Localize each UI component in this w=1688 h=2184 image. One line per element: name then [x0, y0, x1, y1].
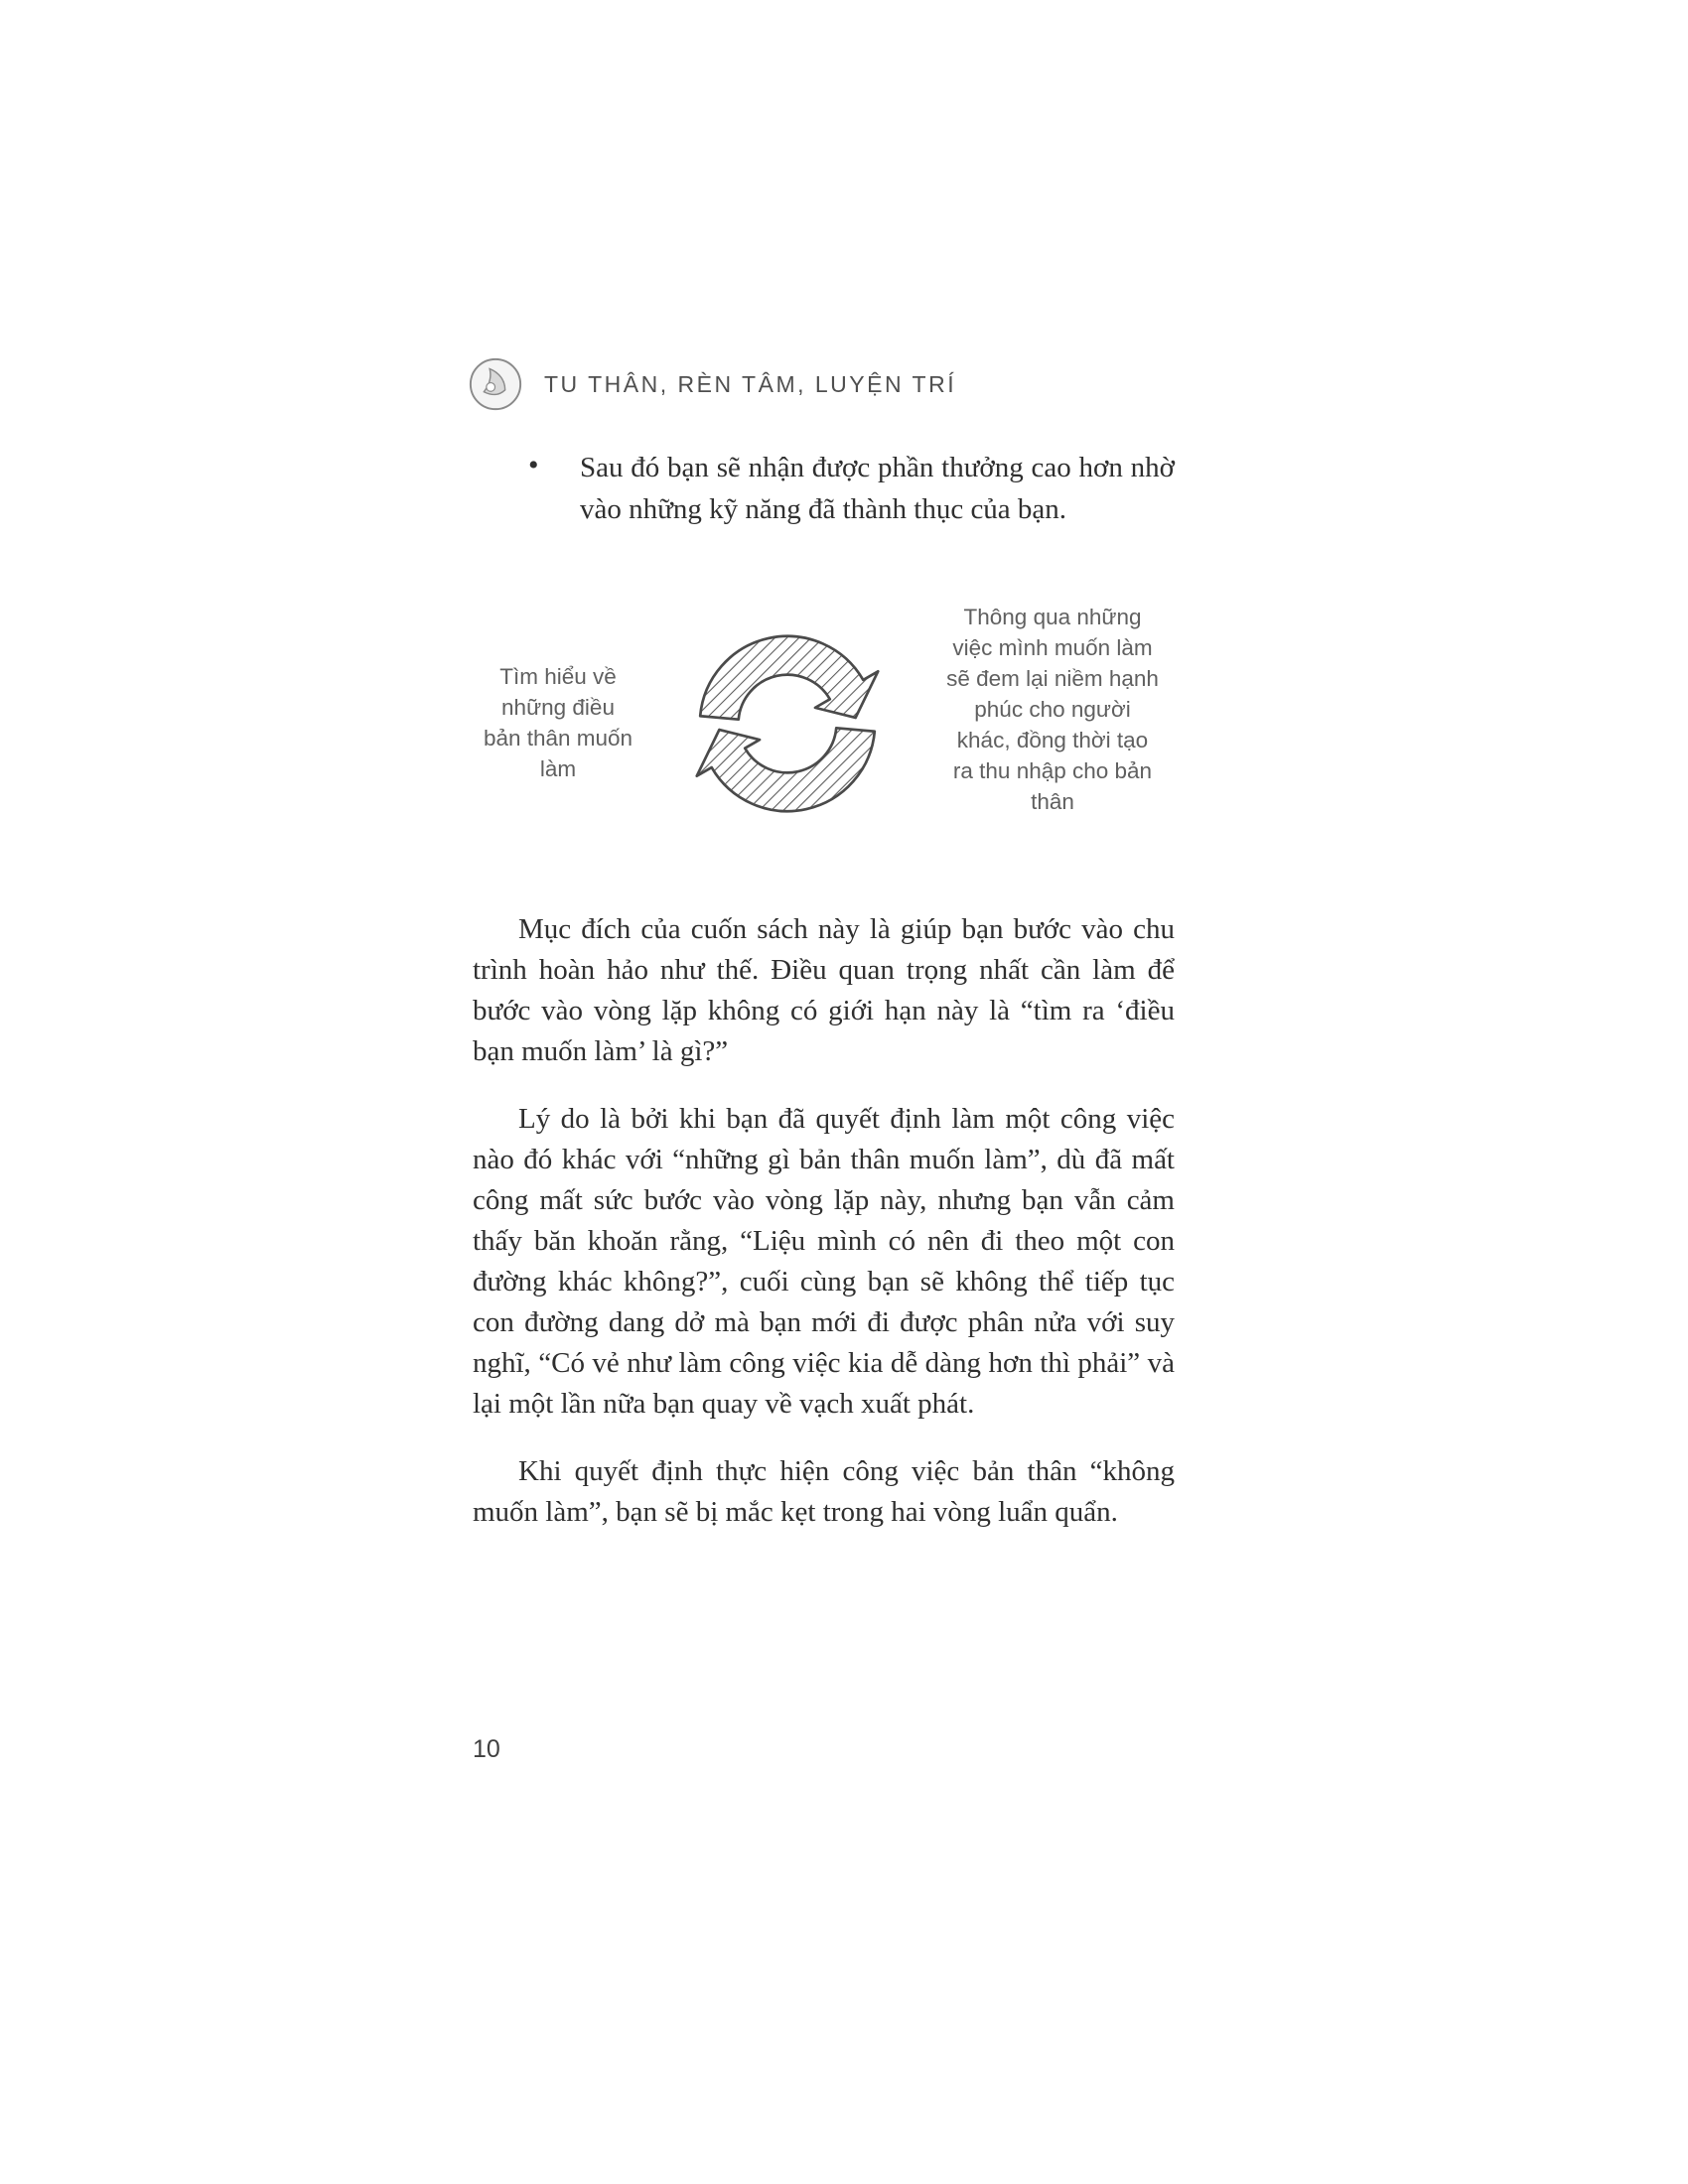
bullet-marker: •	[528, 449, 539, 481]
page-header	[467, 355, 956, 413]
cycle-arrows-icon	[659, 596, 915, 852]
publisher-logo-icon	[467, 355, 524, 413]
body-paragraph-3: Khi quyết định thực hiện công việc bản thân “không muốn làm”, bạn sẽ bị mắc kẹt trong hai vòng luẩn quẩn.	[473, 1455, 1175, 1528]
page-number: 10	[473, 1735, 500, 1763]
diagram-label-left: Tìm hiểu về những điều bản thân muốn làm	[483, 664, 633, 781]
body-paragraph-2: Lý do là bởi khi bạn đã quyết định làm một công việc nào đó khác với “những gì bản thân muốn làm”, dù đã mất công mất sức bước vào vòng lặp này, nhưng bạn vẫn cảm thấy băn khoăn rằng, “Liệu mình có nên đi theo một con đường khác không?”, cuối cùng bạn sẽ không thể tiếp tục con đường dang dở mà bạn mới đi được phân nửa với suy nghĩ, “Có vẻ như làm công việc kia dễ dàng hơn thì phải” và lại một lần nữa bạn quay về vạch xuất phát.	[473, 1103, 1175, 1420]
bullet-list-item	[473, 447, 1175, 530]
bullet-text: Sau đó bạn sẽ nhận được phần thưởng cao hơn nhờ vào những kỹ năng đã thành thục của bạn.	[580, 452, 1175, 525]
diagram-label-right: Thông qua những việc mình muốn làm sẽ đem lại niềm hạnh phúc cho người khác, đồng thời tạo ra thu nhập cho bản thân	[946, 605, 1159, 814]
body-text	[473, 909, 1175, 1560]
body-paragraph-1: Mục đích của cuốn sách này là giúp bạn bước vào chu trình hoàn hảo như thế. Điều quan trọng nhất cần làm để bước vào vòng lặp không có giới hạn này là “tìm ra ‘điều bạn muốn làm’ là gì?”	[473, 913, 1175, 1067]
running-head-title: TU THÂN, RÈN TÂM, LUYỆN TRÍ	[544, 370, 957, 397]
